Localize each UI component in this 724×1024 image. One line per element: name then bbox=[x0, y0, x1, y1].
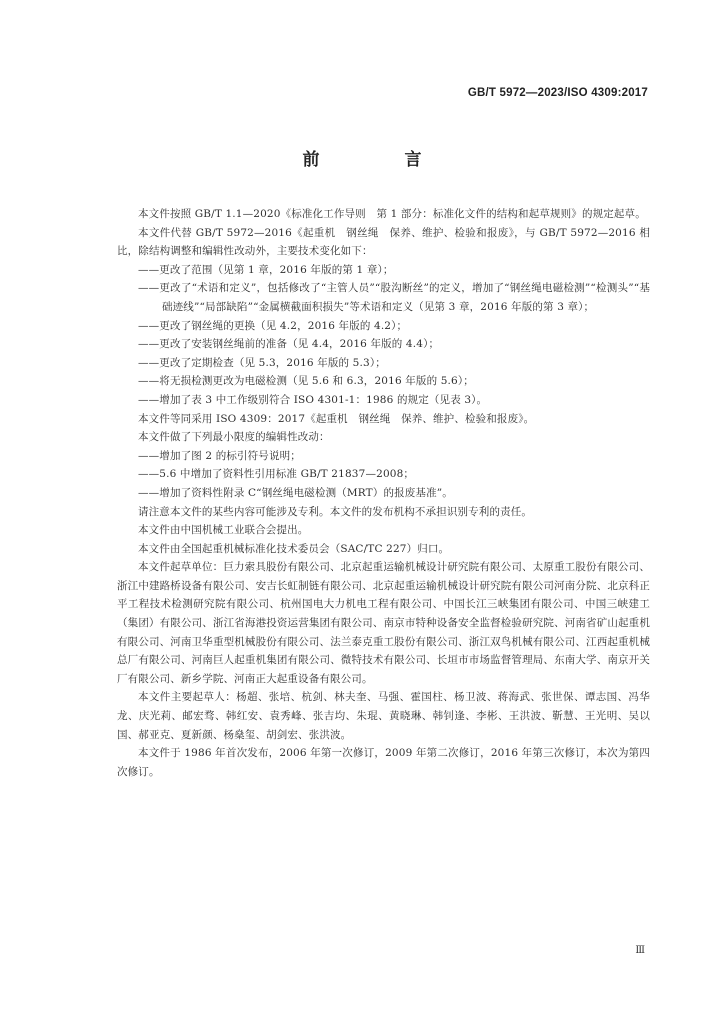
list-item: ——更改了定期检查（见 5.3，2016 年版的 5.3）； bbox=[138, 356, 386, 369]
list-item: ——增加了资料性附录 C“钢丝绳电磁检测（MRT）的报废基准”。 bbox=[138, 486, 453, 499]
paragraph: 本文件代替 GB/T 5972—2016《起重机 钢丝绳 保养、维护、检验和报废》，与 GB/T 5972—2016 相比，除结构调整和编辑性改动外，主要技术变化如下： bbox=[117, 226, 650, 258]
list-item: ——更改了“术语和定义”，包括修改了“主管人员”“股沟断丝”的定义，增加了“钢丝绳电磁检测”“检测头”“基础迹线”“局部缺陷”“金属横截面积损失”等术语和定义（见第 3 章，2016 年版的第 3 章）； bbox=[138, 282, 650, 313]
paragraph: 本文件于 1986 年首次发布，2006 年第一次修订，2009 年第二次修订，2016 年第三次修订，本次为第四次修订。 bbox=[117, 747, 650, 778]
paragraph: 本文件由全国起重机械标准化技术委员会（SAC/TC 227）归口。 bbox=[138, 542, 450, 555]
list-item: ——更改了钢丝绳的更换（见 4.2，2016 年版的 4.2）； bbox=[138, 319, 408, 332]
paragraph: 本文件按照 GB/T 1.1—2020《标准化工作导则 第 1 部分：标准化文件的结构和起草规则》的规定起草。 bbox=[138, 208, 646, 220]
list-item: ——增加了表 3 中工作级别符合 ISO 4301-1：1986 的规定（见表 3）。 bbox=[138, 393, 488, 406]
paragraph: 本文件做了下列最小限度的编辑性改动： bbox=[138, 431, 330, 444]
paragraph: 本文件等同采用 ISO 4309：2017《起重机 钢丝绳 保养、维护、检验和报废》。 bbox=[138, 412, 535, 425]
foreword-body bbox=[117, 205, 650, 781]
page-number: Ⅲ bbox=[635, 945, 645, 956]
paragraph: 请注意本文件的某些内容可能涉及专利。本文件的发布机构不承担识别专利的责任。 bbox=[138, 505, 533, 518]
list-item: ——将无损检测更改为电磁检测（见 5.6 和 6.3，2016 年版的 5.6）； bbox=[138, 375, 474, 388]
list-item: ——更改了范围（见第 1 章，2016 年版的第 1 章）； bbox=[138, 263, 394, 276]
list-item: ——5.6 中增加了资料性引用标准 GB/T 21837—2008； bbox=[138, 468, 415, 481]
paragraph: 本文件起草单位：巨力索具股份有限公司、北京起重运输机械设计研究院有限公司、太原重工股份有限公司、浙江中建路桥设备有限公司、安吉长虹制链有限公司、北京起重运输机械设计研究院有限公司河南分院、北京科正平工程技术检测研究院有限公司、杭州国电大力机电工程有限公司、中国长江三峡集团有限公司、中国三峡建工（集团）有限公司、浙江省海港投资运营集团有限公司、南京市特种设备安全监督检验研究院、河南省矿山起重机有限公司、河南卫华重型机械股份有限公司、法兰泰克重工股份有限公司、浙江双鸟机械有限公司、江西起重机械总厂有限公司、河南巨人起重机集团有限公司、微特技术有限公司、长垣市市场监督管理局、东南大学、南京开关厂有限公司、新乡学院、河南正大起重设备有限公司。 bbox=[117, 561, 650, 685]
standard-code: GB/T 5972—2023/ISO 4309:2017 bbox=[467, 87, 648, 99]
paragraph: 本文件由中国机械工业联合会提出。 bbox=[138, 524, 309, 537]
list-item: ——更改了安装钢丝绳前的准备（见 4.4，2016 年版的 4.4）； bbox=[138, 338, 440, 351]
paragraph: 本文件主要起草人：杨超、张培、杭剑、林夫奎、马强、霍国柱、杨卫波、蒋海武、张世保、谭志国、冯华龙、庆光莉、邮宏骛、韩红安、袁秀峰、张吉均、朱琨、黄晓琳、韩钊逢、李彬、王洪波、靳慧、王光明、吴以国、郝亚克、夏新颜、杨燊玺、胡剑宏、张洪波。 bbox=[117, 691, 650, 741]
list-item: ——增加了图 2 的标引符号说明； bbox=[138, 449, 301, 462]
page-title: 前 言 bbox=[302, 150, 456, 170]
